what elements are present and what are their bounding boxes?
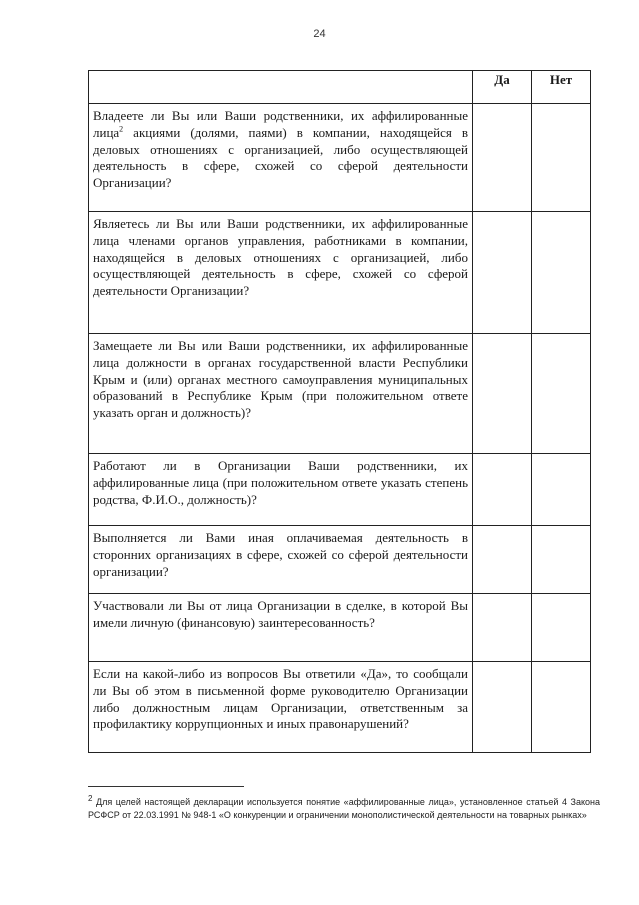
table-row bbox=[89, 104, 591, 212]
answer-no-cell[interactable] bbox=[532, 212, 591, 334]
question-text: Выполняется ли Вами иная оплачиваемая деятельность в сторонних организациях в сфере, схожей со сферой деятельности организации? bbox=[93, 530, 468, 579]
answer-yes-cell[interactable] bbox=[473, 526, 532, 594]
answer-no-cell[interactable] bbox=[532, 662, 591, 753]
footnote bbox=[88, 796, 600, 822]
footnote-text: Для целей настоящей декларации используется понятие «аффилированные лица», установленное статьей 4 Закона РСФСР от 22.03.1991 № 948-1 «О конкуренции и ограничении монополистической деятельности на товарных рынках» bbox=[88, 797, 600, 820]
table-row bbox=[89, 662, 591, 753]
table-row bbox=[89, 594, 591, 662]
question-text: Замещаете ли Вы или Ваши родственники, их аффилированные лица должности в органах государственной власти Республики Крым и (или) органах местного самоуправления муниципальных образований в Республике Крым (при положительном ответе указать орган и должность)? bbox=[93, 338, 468, 421]
question-cell bbox=[89, 104, 473, 212]
footnote-marker: 2 bbox=[88, 794, 93, 803]
answer-yes-cell[interactable] bbox=[473, 454, 532, 526]
table-row bbox=[89, 334, 591, 454]
question-text: Работают ли в Организации Ваши родственники, их аффилированные лица (при положительном ответе указать степень родства, Ф.И.О., должность)? bbox=[93, 458, 468, 507]
declaration-table bbox=[88, 70, 591, 753]
header-yes: Да bbox=[473, 71, 532, 104]
question-text: акциями (долями, паями) в компании, находящейся в деловых отношениях с организацией, либо осуществляющей деятельность в сфере, схожей со сферой деятельности Организации? bbox=[93, 124, 468, 191]
header-question-cell bbox=[89, 71, 473, 104]
question-text: Участвовали ли Вы от лица Организации в сделке, в которой Вы имели личную (финансовую) заинтересованность? bbox=[93, 598, 468, 630]
table-header-row bbox=[89, 71, 591, 104]
question-text: Являетесь ли Вы или Ваши родственники, их аффилированные лица членами органов управления, работниками в компании, находящейся в деловых отношениях с организацией, либо осуществляющей деятельность в сфере, схожей со сферой деятельности Организации? bbox=[93, 216, 468, 299]
header-no: Нет bbox=[532, 71, 591, 104]
answer-yes-cell[interactable] bbox=[473, 212, 532, 334]
question-text: Если на какой-либо из вопросов Вы ответили «Да», то сообщали ли Вы об этом в письменной форме руководителю Организации либо должностным лицам Организации, ответственным за профилактику коррупционных и иных правонарушений? bbox=[93, 666, 468, 732]
table-row bbox=[89, 212, 591, 334]
question-text: Владеете ли Вы или Ваши родственники, их аффилированные лица bbox=[93, 108, 468, 140]
answer-no-cell[interactable] bbox=[532, 104, 591, 212]
answer-yes-cell[interactable] bbox=[473, 594, 532, 662]
table-row bbox=[89, 454, 591, 526]
question-cell bbox=[89, 526, 473, 594]
footnote-ref: 2 bbox=[119, 124, 124, 134]
question-cell bbox=[89, 662, 473, 753]
page-number: 24 bbox=[313, 28, 326, 40]
footnote-divider bbox=[88, 786, 244, 787]
answer-yes-cell[interactable] bbox=[473, 334, 532, 454]
question-cell bbox=[89, 334, 473, 454]
answer-yes-cell[interactable] bbox=[473, 104, 532, 212]
answer-no-cell[interactable] bbox=[532, 454, 591, 526]
question-cell bbox=[89, 594, 473, 662]
answer-no-cell[interactable] bbox=[532, 526, 591, 594]
table-row bbox=[89, 526, 591, 594]
answer-yes-cell[interactable] bbox=[473, 662, 532, 753]
question-cell bbox=[89, 212, 473, 334]
answer-no-cell[interactable] bbox=[532, 594, 591, 662]
question-cell bbox=[89, 454, 473, 526]
answer-no-cell[interactable] bbox=[532, 334, 591, 454]
